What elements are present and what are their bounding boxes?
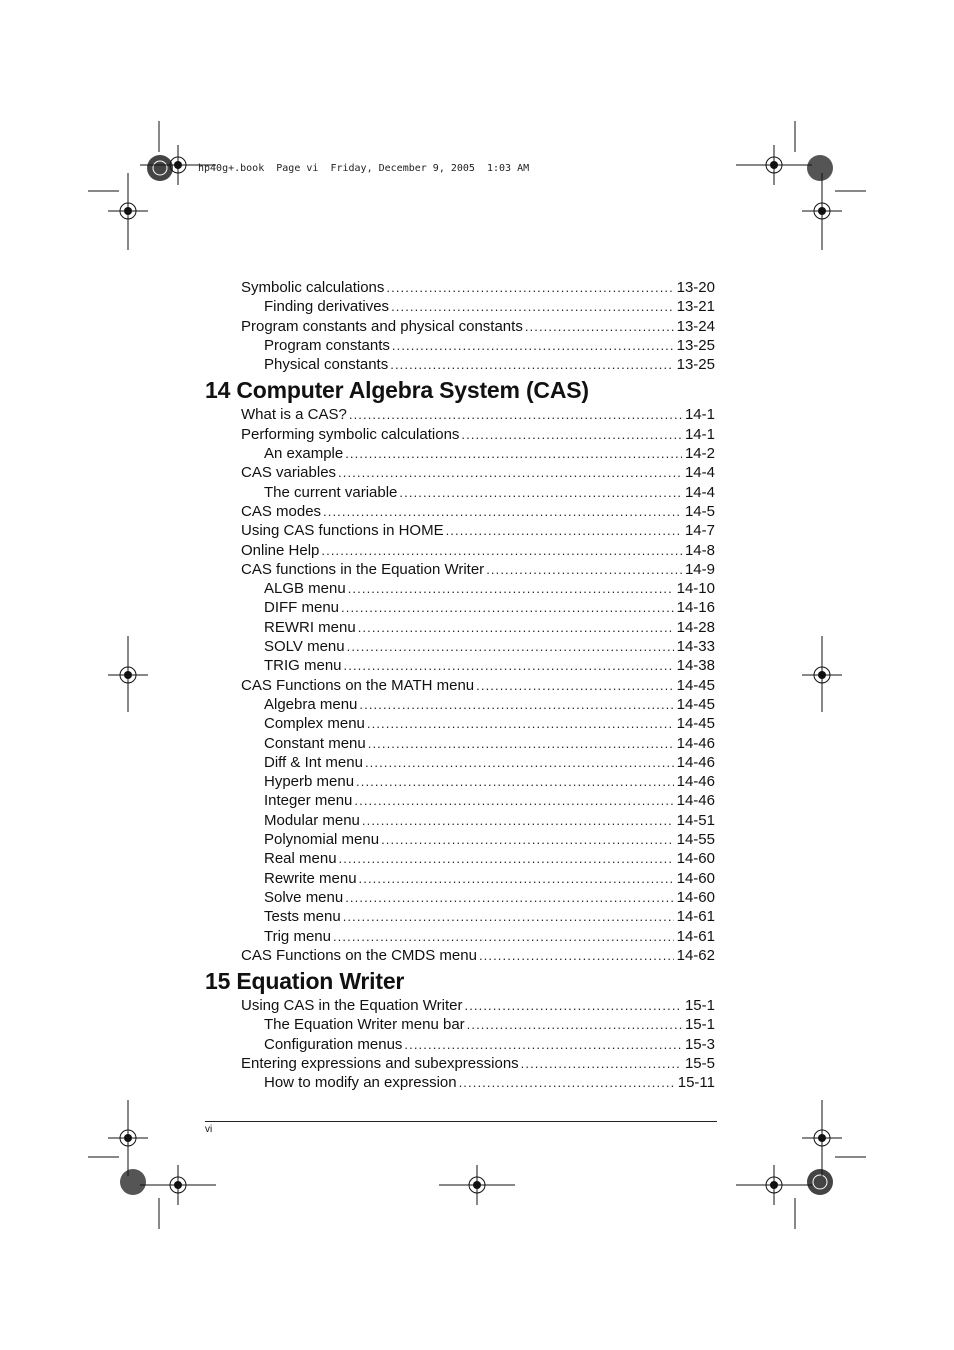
toc-entry-title: Online Help	[241, 541, 320, 559]
toc-entry-title: Diff & Int menu	[264, 753, 363, 771]
toc-page-number: 14-61	[676, 908, 715, 926]
toc-page-number: 14-45	[676, 695, 715, 713]
toc-entry-title: Entering expressions and subexpressions	[241, 1054, 519, 1072]
page-number: vi	[205, 1124, 213, 1135]
toc-page-number: 14-5	[684, 502, 715, 520]
toc-entry-title: CAS modes	[241, 502, 322, 520]
toc-entry-title: Using CAS functions in HOME	[241, 522, 444, 540]
toc-page-number: 14-46	[676, 753, 715, 771]
toc-page-number: 13-24	[676, 317, 715, 335]
toc-page-number: 14-9	[684, 560, 715, 578]
toc-entry-title: How to modify an expression	[264, 1074, 457, 1092]
toc-entry-title: REWRI menu	[264, 618, 356, 636]
toc-entry-title: The current variable	[264, 483, 398, 501]
toc-entry-title: Constant menu	[264, 734, 366, 752]
toc-page-number: 13-25	[676, 356, 715, 374]
toc-page-number: 14-46	[676, 734, 715, 752]
toc-page-number: 15-5	[684, 1054, 715, 1072]
toc-page-number: 14-60	[676, 850, 715, 868]
toc-entry-title: Physical constants	[264, 356, 389, 374]
toc-page-number: 14-10	[676, 580, 715, 598]
toc-page-number: 14-51	[676, 811, 715, 829]
toc-entry-title: Polynomial menu	[264, 831, 380, 849]
toc-page-number: 14-1	[684, 425, 715, 443]
toc-page-number: 13-21	[676, 298, 715, 316]
toc-entry-title: What is a CAS?	[241, 406, 347, 424]
toc-entry-title: Rewrite menu	[264, 869, 357, 887]
toc-entry-title: Configuration menus	[264, 1035, 403, 1053]
toc-page-number: 14-60	[676, 869, 715, 887]
toc-entry-title: Modular menu	[264, 811, 360, 829]
toc-page-number: 14-55	[676, 831, 715, 849]
toc-page-number: 15-3	[684, 1035, 715, 1053]
toc-entry-title: Solve menu	[264, 888, 344, 906]
toc-entry-title: CAS variables	[241, 464, 337, 482]
toc-entry-title: Integer menu	[264, 792, 353, 810]
toc-page-number: 14-38	[676, 657, 715, 675]
toc-page-number: 14-33	[676, 638, 715, 656]
toc-page-number: 15-11	[677, 1074, 715, 1092]
toc-entry-title: CAS functions in the Equation Writer	[241, 560, 485, 578]
toc-page-number: 14-2	[684, 445, 715, 463]
toc-page-number: 14-7	[684, 522, 715, 540]
toc-entry-title: Real menu	[264, 850, 337, 868]
toc-page-number: 14-4	[684, 464, 715, 482]
print-slug: hp40g+.book Page vi Friday, December 9, 2005 1:03 AM	[198, 163, 530, 174]
toc-entry-title: An example	[264, 445, 344, 463]
toc-entry-title: Finding derivatives	[264, 298, 390, 316]
toc-page-number: 14-16	[676, 599, 715, 617]
toc-entry-title: TRIG menu	[264, 657, 342, 675]
toc-entry-title: The Equation Writer menu bar	[264, 1016, 465, 1034]
toc-page-number: 14-8	[684, 541, 715, 559]
toc-entry-title: SOLV menu	[264, 638, 345, 656]
toc-page-number: 14-46	[676, 792, 715, 810]
toc-entry-title: Program constants and physical constants	[241, 317, 523, 335]
toc-page-number: 15-1	[684, 997, 715, 1015]
toc-page-number: 13-20	[676, 279, 715, 296]
toc-entry-title: DIFF menu	[264, 599, 340, 617]
toc-page-number: 14-46	[676, 773, 715, 791]
toc-entry-title: CAS Functions on the CMDS menu	[241, 946, 477, 964]
toc-page-number: 14-28	[676, 618, 715, 636]
toc-page-number: 14-60	[676, 888, 715, 906]
chapter-heading: 15 Equation Writer	[205, 968, 405, 995]
toc-entry-title: Using CAS in the Equation Writer	[241, 997, 463, 1015]
toc-page-number: 14-61	[676, 927, 715, 945]
toc-entry-title: Trig menu	[264, 927, 331, 945]
toc-page-number: 15-1	[684, 1016, 715, 1034]
toc-entry-title: Symbolic calculations	[241, 279, 385, 296]
toc-entry-title: Hyperb menu	[264, 773, 355, 791]
toc-page-number: 14-62	[676, 946, 715, 964]
toc-entry-title: Tests menu	[264, 908, 341, 926]
toc-page-number: 14-45	[676, 676, 715, 694]
toc-entry-title: Complex menu	[264, 715, 365, 733]
toc-entry-title: ALGB menu	[264, 580, 346, 598]
chapter-heading: 14 Computer Algebra System (CAS)	[205, 377, 589, 404]
toc-entry-title: CAS Functions on the MATH menu	[241, 676, 475, 694]
toc-entry-title: Algebra menu	[264, 695, 358, 713]
toc-page-number: 14-45	[676, 715, 715, 733]
toc-page-number: 14-1	[684, 406, 715, 424]
toc-entry-title: Program constants	[264, 336, 390, 354]
toc-page-number: 14-4	[684, 483, 715, 501]
toc-page-number: 13-25	[676, 336, 715, 354]
toc-entry-title: Performing symbolic calculations	[241, 425, 460, 443]
